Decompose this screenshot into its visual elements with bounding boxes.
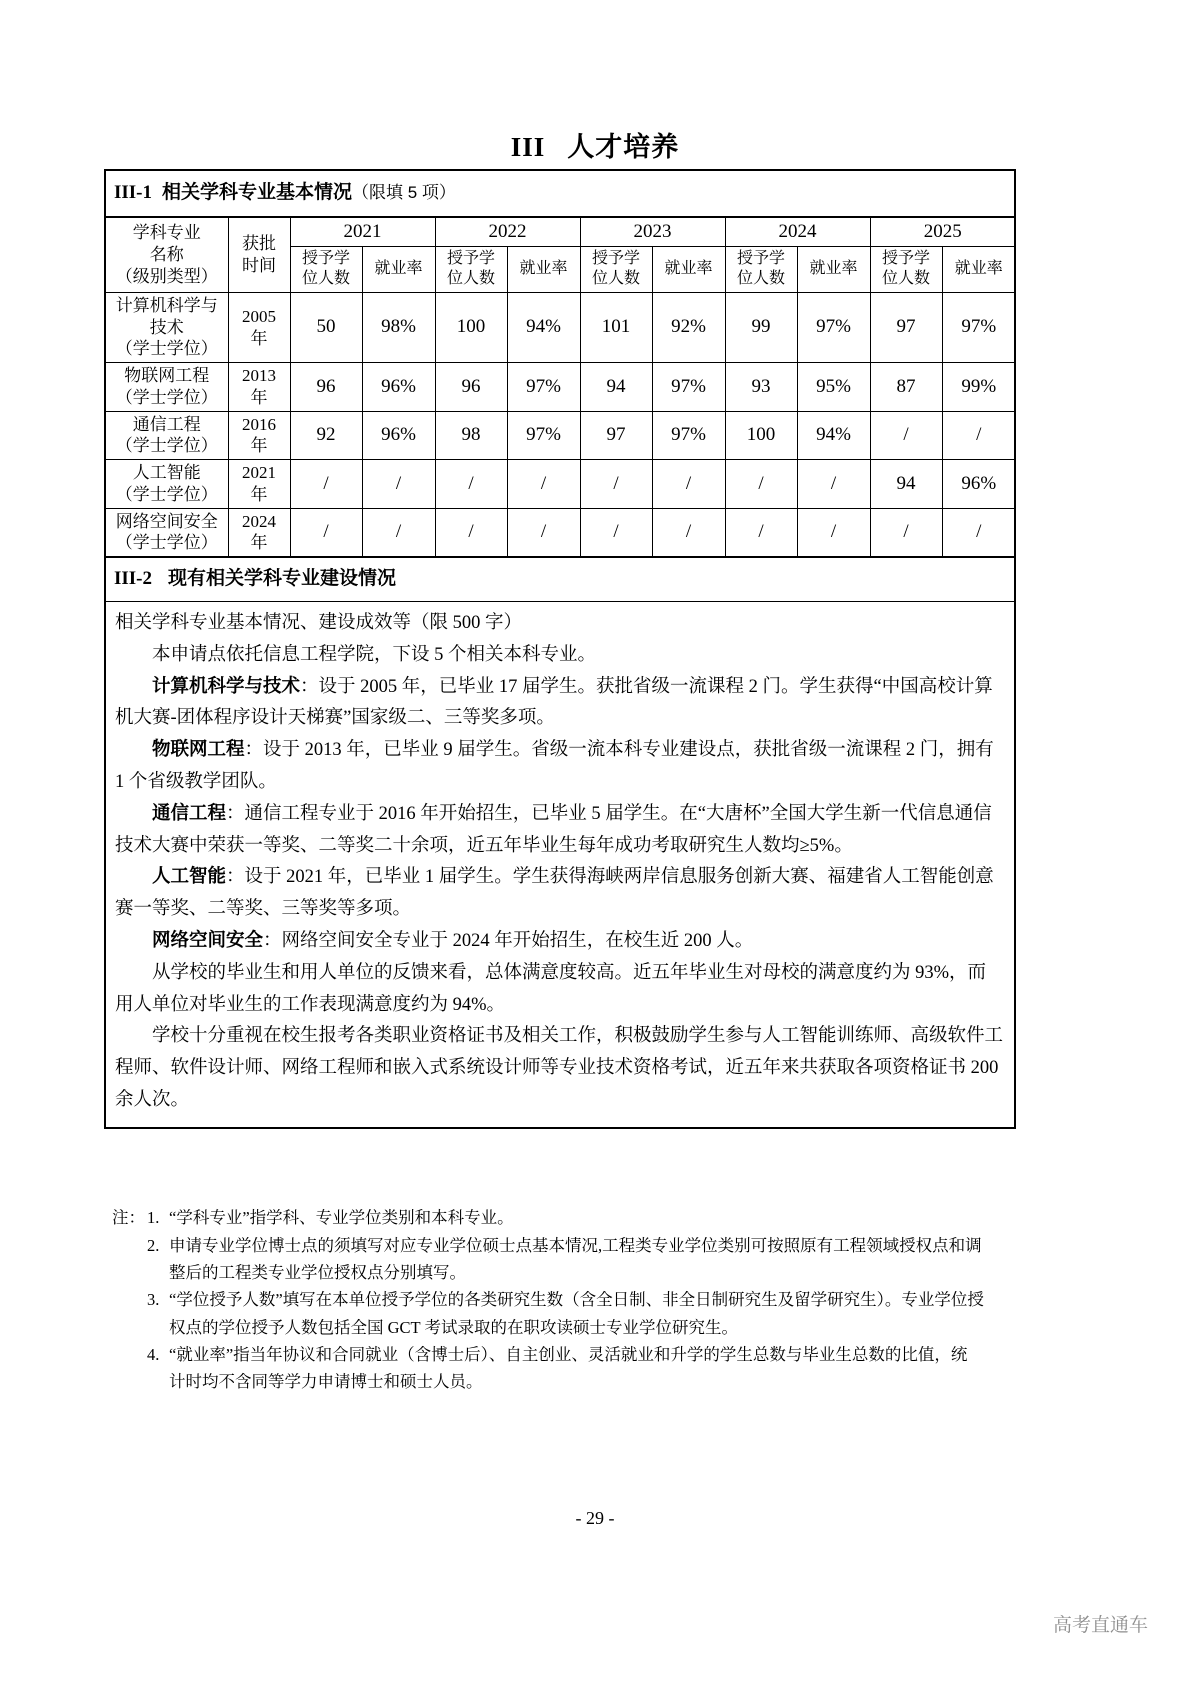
- cell-value: 98%: [362, 292, 435, 362]
- cell-value: 94%: [797, 411, 870, 460]
- cell-value: 50: [290, 292, 362, 362]
- cell-value: /: [362, 460, 435, 509]
- cell-value: /: [507, 460, 580, 509]
- cell-value: /: [797, 508, 870, 556]
- cell-value: /: [870, 508, 942, 556]
- body-paragraph: 从学校的毕业生和用人单位的反馈来看，总体满意度较高。近五年毕业生对母校的满意度约为 93%，而用人单位对毕业生的工作表现满意度约为 94%。: [115, 962, 987, 1015]
- header-degrees-2024: 授予学 位人数: [725, 247, 797, 293]
- content-frame: [104, 169, 1016, 1129]
- note-item: 2. 申请专业学位博士点的须填写对应专业学位硕士点基本情况,工程类专业学位类别可按照原有工程领域授权点和调: [147, 1235, 982, 1255]
- body-paragraph: 物联网工程：设于 2013 年，已毕业 9 届学生。省级一流本科专业建设点，获批省级一流课程 2 门，拥有 1 个省级教学团队。: [115, 740, 994, 792]
- header-degrees-2025: 授予学 位人数: [870, 247, 942, 293]
- cell-value: 87: [870, 363, 942, 412]
- cell-value: 97%: [652, 363, 725, 412]
- row-approval-time: 2005 年: [228, 292, 290, 362]
- table-row: [106, 411, 1015, 460]
- body-paragraph: 计算机科学与技术：设于 2005 年，已毕业 17 届学生。获批省级一流课程 2 门。学生获得“中国高校计算机大赛-团体程序设计天梯赛”国家级二、三等奖多项。: [115, 676, 993, 729]
- cell-value: /: [507, 508, 580, 556]
- cell-value: 95%: [797, 363, 870, 412]
- section-2-heading: [106, 556, 1014, 602]
- cell-value: 99%: [942, 363, 1015, 412]
- body-prompt: 相关学科专业基本情况、建设成效等（限 500 字）: [115, 612, 523, 633]
- header-year-2023: 2023: [580, 217, 725, 246]
- header-degrees-2022: 授予学 位人数: [435, 247, 507, 293]
- cell-value: /: [942, 411, 1015, 460]
- header-year-2024: 2024: [725, 217, 870, 246]
- cell-value: 97%: [507, 363, 580, 412]
- body-paragraph: 学校十分重视在校生报考各类职业资格证书及相关工作，积极鼓励学生参与人工智能训练师、高级软件工程师、软件设计师、网络工程师和嵌入式系统设计师等专业技术资格考试，近五年来共获取各项资格证书 200 余人次。: [115, 1026, 1004, 1111]
- row-approval-time: 2016 年: [228, 411, 290, 460]
- header-employment-2022: 就业率: [507, 247, 580, 293]
- row-discipline-name: 网络空间安全 （学士学位）: [106, 508, 228, 556]
- cell-value: /: [435, 460, 507, 509]
- page-title: [0, 0, 1190, 164]
- cell-value: 97: [870, 292, 942, 362]
- body-paragraph: 本申请点依托信息工程学院，下设 5 个相关本科专业。: [152, 644, 597, 665]
- cell-value: 96: [290, 363, 362, 412]
- cell-value: /: [652, 508, 725, 556]
- cell-value: 97%: [507, 411, 580, 460]
- cell-value: /: [870, 411, 942, 460]
- cell-value: /: [652, 460, 725, 509]
- note-item: 1. “学科专业”指学科、专业学位类别和本科专业。: [147, 1208, 514, 1227]
- header-employment-2021: 就业率: [362, 247, 435, 293]
- notes-block: [112, 1205, 1018, 1396]
- section-1-title: 相关学科专业基本情况: [162, 182, 353, 203]
- cell-value: 99: [725, 292, 797, 362]
- section-1-limit-note: （限填 5 项）: [352, 183, 456, 202]
- note-item: 4. “就业率”指当年协议和合同就业（含博士后）、自主创业、灵活就业和升学的学生总数与毕业生总数的比值，统: [147, 1344, 968, 1364]
- header-employment-2024: 就业率: [797, 247, 870, 293]
- cell-value: 92: [290, 411, 362, 460]
- note-continuation: 整后的工程类专业学位授权点分别填写。: [169, 1263, 466, 1283]
- cell-value: 93: [725, 363, 797, 412]
- notes-label: 注：: [112, 1208, 145, 1227]
- cell-value: 101: [580, 292, 652, 362]
- cell-value: /: [580, 508, 652, 556]
- cell-value: 92%: [652, 292, 725, 362]
- cell-value: /: [580, 460, 652, 509]
- row-discipline-name: 通信工程 （学士学位）: [106, 411, 228, 460]
- cell-value: 100: [435, 292, 507, 362]
- paragraph-lead: 网络空间安全: [152, 931, 264, 951]
- cell-value: 97%: [797, 292, 870, 362]
- section-1-label: III-1: [114, 182, 153, 203]
- body-paragraph: 人工智能：设于 2021 年，已毕业 1 届学生。学生获得海峡两岸信息服务创新大赛、福建省人工智能创意赛一等奖、二等奖、三等奖等多项。: [115, 867, 994, 920]
- cell-value: 96: [435, 363, 507, 412]
- row-discipline-name: 人工智能 （学士学位）: [106, 460, 228, 509]
- cell-value: 97%: [942, 292, 1015, 362]
- paragraph-lead: 计算机科学与技术: [152, 676, 301, 697]
- header-degrees-2023: 授予学 位人数: [580, 247, 652, 293]
- row-discipline-name: 计算机科学与 技术 （学士学位）: [106, 292, 228, 362]
- header-year-2022: 2022: [435, 217, 580, 246]
- cell-value: 96%: [942, 460, 1015, 509]
- cell-value: 94: [870, 460, 942, 509]
- watermark: 高考直通车: [1052, 1615, 1148, 1636]
- cell-value: 94: [580, 363, 652, 412]
- cell-value: 97%: [652, 411, 725, 460]
- table-row: [106, 292, 1015, 362]
- cell-value: 96%: [362, 411, 435, 460]
- cell-value: 100: [725, 411, 797, 460]
- page-title-numeral: III: [510, 132, 546, 162]
- section-2-body: [106, 602, 1014, 1127]
- page-title-text: 人才培养: [567, 132, 680, 162]
- discipline-table: [106, 217, 1015, 557]
- cell-value: /: [435, 508, 507, 556]
- cell-value: /: [942, 508, 1015, 556]
- body-paragraph: 通信工程：通信工程专业于 2016 年开始招生，已毕业 5 届学生。在“大唐杯”全国大学生新一代信息通信技术大赛中荣获一等奖、二等奖二十余项，近五年毕业生每年成功考取研究生人数均≥5%。: [115, 803, 992, 856]
- body-paragraph: 网络空间安全：网络空间安全专业于 2024 年开始招生，在校生近 200 人。: [152, 931, 754, 951]
- header-year-2025: 2025: [870, 217, 1015, 246]
- table-row: [106, 460, 1015, 509]
- note-item: 3. “学位授予人数”填写在本单位授予学位的各类研究生数（含全日制、非全日制研究生及留学研究生）。专业学位授: [147, 1290, 984, 1310]
- row-approval-time: 2013 年: [228, 363, 290, 412]
- cell-value: /: [725, 508, 797, 556]
- cell-value: /: [290, 460, 362, 509]
- paragraph-lead: 通信工程: [152, 803, 227, 824]
- header-employment-2023: 就业率: [652, 247, 725, 293]
- header-employment-2025: 就业率: [942, 247, 1015, 293]
- header-approval-time: 获批 时间: [228, 217, 290, 292]
- paragraph-lead: 人工智能: [152, 867, 227, 888]
- note-continuation: 计时均不含同等学力申请博士和硕士人员。: [169, 1372, 483, 1392]
- header-year-2021: 2021: [290, 217, 435, 246]
- section-2-title: 现有相关学科专业建设情况: [168, 568, 397, 590]
- row-approval-time: 2024 年: [228, 508, 290, 556]
- cell-value: /: [362, 508, 435, 556]
- cell-value: /: [797, 460, 870, 509]
- cell-value: 98: [435, 411, 507, 460]
- table-header-row-years: [106, 217, 1015, 246]
- cell-value: 94%: [507, 292, 580, 362]
- section-1-heading: [106, 171, 1014, 217]
- cell-value: /: [725, 460, 797, 509]
- table-row: [106, 363, 1015, 412]
- cell-value: /: [290, 508, 362, 556]
- cell-value: 96%: [362, 363, 435, 412]
- row-approval-time: 2021 年: [228, 460, 290, 509]
- row-discipline-name: 物联网工程 （学士学位）: [106, 363, 228, 412]
- table-row: [106, 508, 1015, 556]
- section-2-label: III-2: [114, 568, 153, 590]
- note-continuation: 权点的学位授予人数包括全国 GCT 考试录取的在职攻读硕士专业学位研究生。: [169, 1317, 738, 1337]
- cell-value: 97: [580, 411, 652, 460]
- paragraph-lead: 物联网工程: [152, 740, 245, 761]
- header-discipline-name: 学科专业 名称 （级别类型）: [106, 217, 228, 292]
- header-degrees-2021: 授予学 位人数: [290, 247, 362, 293]
- page-number: - 29 -: [575, 1508, 615, 1528]
